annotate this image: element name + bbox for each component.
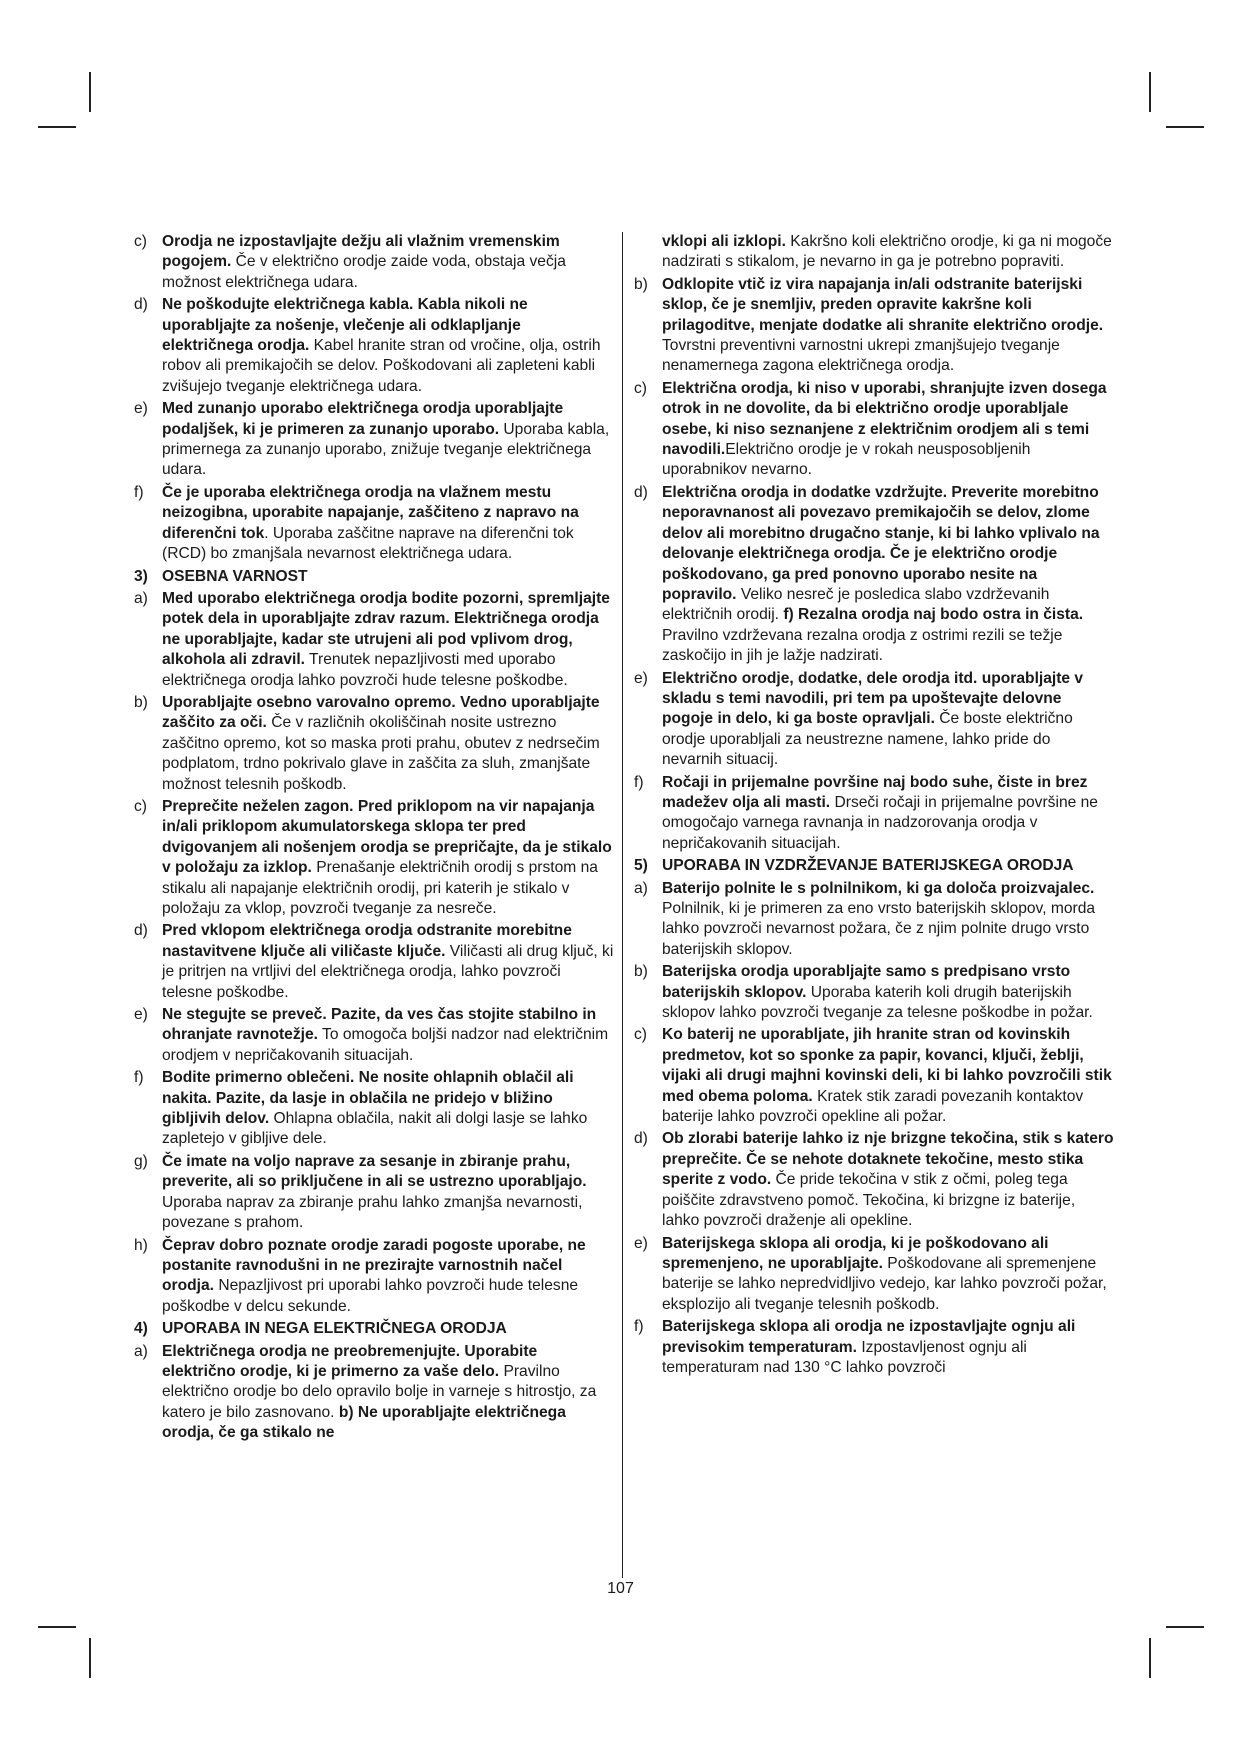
bold-text: Baterijskega sklopa ali orodja ne izpostavljajte ognju ali previsokim temperaturam. [662,1318,1076,1356]
crop-mark-bottom-left-vertical [89,1638,91,1678]
body-text: Kratek stik zaradi povezanih kontaktov baterije lahko povzroči opekline ali požar. [662,1087,1084,1126]
body-text: Uporaba katerih koli drugih baterijskih sklopov lahko povzroči tveganje za telesne poškodbe in požar. [662,983,1093,1022]
body-text: Prenašanje električnih orodij s prstom na stikalu ali napajanje električnih orodij, pri katerih je stikalo v položaju za vklop, povzroči tveganje za nesreče. [162,859,598,917]
body-text: Pravilno električno orodje bo delo opravilo bolje in varneje s hitrostjo, za katero je bilo zasnovano. [162,1362,597,1421]
bold-text: Ne poškodujte električnega kabla. Kabla nikoli ne uporabljajte za nošenje, vlečenje ali odklapljanje električnega orodja. [162,296,528,355]
item-label: c) [634,1026,647,1044]
section-heading [634,856,1114,876]
bold-text: Odklopite vtič iz vira napajanja in/ali odstranite baterijski sklop, če je snemljiv, preden opravite kakršne koli prilagoditve, menjate dodatke ali shranite električno orodje. [662,275,1104,334]
body-text: Viličasti ali drug ključ, ki je pritrjen na vrtljivi del električnega orodja, lahko povzroči telesne poškodbe. [162,942,614,1001]
body-text: Drseči ročaji in prijemalne površine ne omogočajo varnega ravnanja in nadzorovanja orodja v nepričakovanih situacijah. [662,793,1098,852]
bold-text: Orodja ne izpostavljajte dežju ali vlažnim vremenskim pogojem. [162,233,560,271]
item-label: f) [634,1318,644,1336]
item-label: b) [634,963,648,981]
bold-text: Električna orodja in dodatke vzdržujte. Preverite morebitno neporavnanost ali povezavo premikajočih se delov, zlome delov ali morebitno drugačno stanje, ki bi lahko vplivalo na delovanje električnega orodja. Če je električno orodje poškodovano, ga pred ponovno uporabo nesite na popravilo. [662,483,1100,603]
heading-text: UPORABA IN NEGA ELEKTRIČNEGA ORODJA [162,1320,507,1338]
item-label: d) [134,296,148,314]
item-label: a) [134,589,148,607]
crop-mark-top-right-vertical [1149,72,1151,112]
item-label: d) [634,483,648,501]
item-label: c) [134,797,147,815]
crop-mark-top-left-vertical [89,72,91,112]
list-item-continuation [634,232,1114,273]
item-label: e) [634,1234,648,1252]
body-text: Kakršno koli električno orodje, ki ga ni mogoče nadzirati s stikalom, je nevarno in ga je potrebno popraviti. [662,233,1112,271]
crop-mark-bottom-left-horizontal [38,1626,76,1628]
item-label: h) [134,1236,148,1254]
body-text: Če v električno orodje zaide voda, obstaja večja možnost električnega udara. [162,253,566,291]
bold-text: Baterijska orodja uporabljajte samo s predpisano vrsto baterijskih sklopov. [662,963,1071,1001]
item-label: f) [134,1069,144,1087]
list-item [634,962,1114,1023]
list-item [634,483,1114,667]
body-text: Veliko nesreč je posledica slabo vzdrževanih električnih orodij. [662,585,1050,624]
list-item [134,1236,614,1318]
item-label: 3) [134,567,148,585]
item-label: a) [634,879,648,897]
list-item [134,483,614,565]
body-text: Kabel hranite stran od vročine, olja, ostrih robov ali premikajočih se delov. Poškodovani ali zapleteni kabli zvišujejo tveganje električnega udara. [162,337,601,395]
bold-text: Električna orodja, ki niso v uporabi, shranjujte izven dosega otrok in ne dovolite, da bi električno orodje uporabljale osebe, ki niso seznanjene z električnim orodjem ali s temi navodili. [662,379,1107,459]
item-label: e) [634,669,648,687]
list-item [134,921,614,1003]
body-text: Električno orodje je v rokah neusposobljenih uporabnikov nevarno. [662,441,1031,479]
item-label: b) [134,693,148,711]
column-divider [622,232,623,1578]
bold-text: Če je uporaba električnega orodja na vlažnem mestu neizogibna, uporabite napajanje, zaščiteno z napravo na diferenčni tok [162,483,579,542]
bold-text: Preprečite neželen zagon. Pred priklopom na vir napajanja in/ali priklopom akumulatorskega sklopa ter pred dvigovanjem ali nošenjem orodja se prepričajte, da je stikalo v položaju za izklop. [162,797,612,877]
item-label: b) [634,275,648,293]
crop-mark-top-right-horizontal [1166,126,1204,128]
item-label: d) [134,922,148,940]
body-text: Trenutek nepazljivosti med uporabo električnega orodja lahko povzroči hude telesne poškodbe. [162,651,568,689]
item-label: c) [634,379,647,397]
body-text: . Uporaba zaščitne naprave na diferenčni tok (RCD) bo zmanjšala nevarnost električnega udara. [162,524,574,563]
list-item [634,1129,1114,1231]
body-text: Če v različnih okoliščinah nosite ustrezno zaščitno opremo, kot so maska proti prahu, obutev z nedrsečim podplatom, trdno pokrivalo glave in zaščita za sluh, zmanjšate možnost telesnih poškodb. [162,714,600,793]
list-item [134,693,614,795]
bold-text: f) Rezalna orodja naj bodo ostra in čista. [783,606,1084,624]
bold-text: Ob zlorabi baterije lahko iz nje brizgne tekočina, stik s katero preprečite. Če se nehote dotaknete tekočine, mesto stika sperite z vodo. [662,1130,1114,1189]
body-text: Poškodovane ali spremenjene baterije se lahko nepredvidljivo vedejo, kar lahko povzroči požar, eksplozijo ali tveganje telesnih poškodb. [662,1254,1107,1313]
item-label: e) [134,400,148,418]
body-text: Če boste električno orodje uporabljali za neustrezne namene, lahko pride do nevarnih situacij. [662,710,1073,769]
crop-mark-top-left-horizontal [38,126,76,128]
list-item [134,1068,614,1150]
bold-text: Bodite primerno oblečeni. Ne nosite ohlapnih oblačil ali nakita. Pazite, da lasje in oblačila ne pridejo v bližino gibljivih delov. [162,1069,574,1128]
section-heading [134,1319,614,1339]
body-text: Nepazljivost pri uporabi lahko povzroči hude telesne poškodbe v delcu sekunde. [162,1277,579,1315]
list-item [634,1317,1114,1378]
item-label: 5) [634,857,648,875]
bold-text: Uporabljajte osebno varovalno opremo. Vedno uporabljajte zaščito za oči. [162,693,600,732]
bold-text: Čeprav dobro poznate orodje zaradi pogoste uporabe, ne postanite ravnodušni in ne prezirajte varnostnih načel orodja. [162,1236,586,1295]
bold-text: Baterijskega sklopa ali orodja, ki je poškodovano ali spremenjeno, ne uporabljajte. [662,1234,1049,1272]
body-text: Tovrstni preventivni varnostni ukrepi zmanjšujejo tveganje nenamernega zagona električnega orodja. [662,337,1060,375]
item-label: d) [634,1130,648,1148]
bold-text: Ročaji in prijemalne površine naj bodo suhe, čiste in brez madežev olja ali masti. [662,773,1088,811]
bold-text: Med zunanjo uporabo električnega orodja uporabljajte podaljšek, ki je primeren za zunanjo uporabo. [162,400,564,438]
item-label: f) [134,483,144,501]
list-item [134,232,614,293]
body-text: To omogoča boljši nadzor nad električnim orodjem v nepričakovanih situacijah. [162,1026,609,1064]
page-number: 107 [607,1580,634,1597]
item-label: a) [134,1342,148,1360]
bold-text: Če imate na voljo naprave za sesanje in zbiranje prahu, preverite, ali so priključene in ali se ustrezno uporabljajo. [162,1152,587,1191]
bold-text: Pred vklopom električnega orodja odstranite morebitne nastavitvene ključe ali viličaste ključe. [162,922,572,960]
bold-text: Električno orodje, dodatke, dele orodja itd. uporabljajte v skladu s temi navodili, pri tem pa upoštevajte delovne pogoje in delo, ki ga boste opravljali. [662,669,1084,728]
bold-text: Električnega orodja ne preobremenjujte. Uporabite električno orodje, ki je primerno za vaše delo. [162,1342,538,1380]
list-item [634,1025,1114,1127]
body-text: Uporaba kabla, primernega za zunanjo uporabo, znižuje tveganje električnega udara. [162,420,610,479]
list-item [134,589,614,691]
item-label: g) [134,1152,148,1170]
bold-text: Ko baterij ne uporabljate, jih hranite stran od kovinskih predmetov, kot so sponke za papir, kovanci, ključi, žeblji, vijaki ali drugi majhni kovinski deli, ki bi lahko povzročili stik med obema poloma. [662,1026,1112,1105]
heading-text: UPORABA IN VZDRŽEVANJE BATERIJSKEGA ORODJA [662,857,1074,875]
right-column [634,232,1114,1380]
list-item [134,399,614,481]
item-label: 4) [134,1320,148,1338]
body-text: Ohlapna oblačila, nakit ali dolgi lasje se lahko zapletejo v gibljive dele. [162,1110,588,1148]
body-text: Uporaba naprav za zbiranje prahu lahko zmanjša nevarnosti, povezane s prahom. [162,1193,583,1232]
bold-text: b) Ne uporabljajte električnega orodja, če ga stikalo ne [162,1403,566,1442]
list-item [134,797,614,919]
body-text: Polnilnik, ki je primeren za eno vrsto baterijskih sklopov, morda lahko povzroči nevarnost požara, če z njim polnite drugo vrsto baterijskih sklopov. [662,900,1096,958]
list-item [134,1152,614,1234]
item-label: c) [134,233,147,250]
list-item [634,669,1114,771]
list-item [634,1234,1114,1316]
body-text: Če pride tekočina v stik z očmi, poleg tega poiščite zdravstveno pomoč. Tekočina, ki brizgne iz baterije, lahko povzroči draženje ali opekline. [662,1171,1076,1230]
list-item [634,379,1114,481]
item-label: e) [134,1006,148,1024]
list-item [634,879,1114,961]
item-label: f) [634,773,644,791]
list-item [134,295,614,397]
left-column [134,232,614,1446]
bold-text: Baterijo polnite le s polnilnikom, ki ga določa proizvajalec. [662,879,1095,897]
bold-text: Ne stegujte se preveč. Pazite, da ves čas stojite stabilno in ohranjate ravnotežje. [162,1006,597,1044]
list-item [134,1005,614,1066]
body-text: Pravilno vzdrževana rezalna orodja z ostrimi rezili se težje zaskočijo in jih je lažje nadzirati. [662,626,1063,665]
crop-mark-bottom-right-horizontal [1166,1626,1204,1628]
crop-mark-bottom-right-vertical [1149,1638,1151,1678]
bold-text: Med uporabo električnega orodja bodite pozorni, spremljajte potek dela in uporabljajte zdrav razum. Električnega orodja ne uporabljajte, kadar ste utrujeni ali pod vplivom drog, alkohola ali zdravil. [162,589,610,669]
heading-text: OSEBNA VARNOST [162,567,308,585]
body-text: Izpostavljenost ognju ali temperaturam nad 130 °C lahko povzroči [662,1338,1027,1376]
list-item [634,275,1114,377]
section-heading [134,567,614,587]
list-item [634,773,1114,855]
list-item [134,1342,614,1444]
bold-text: vklopi ali izklopi. [662,233,786,250]
